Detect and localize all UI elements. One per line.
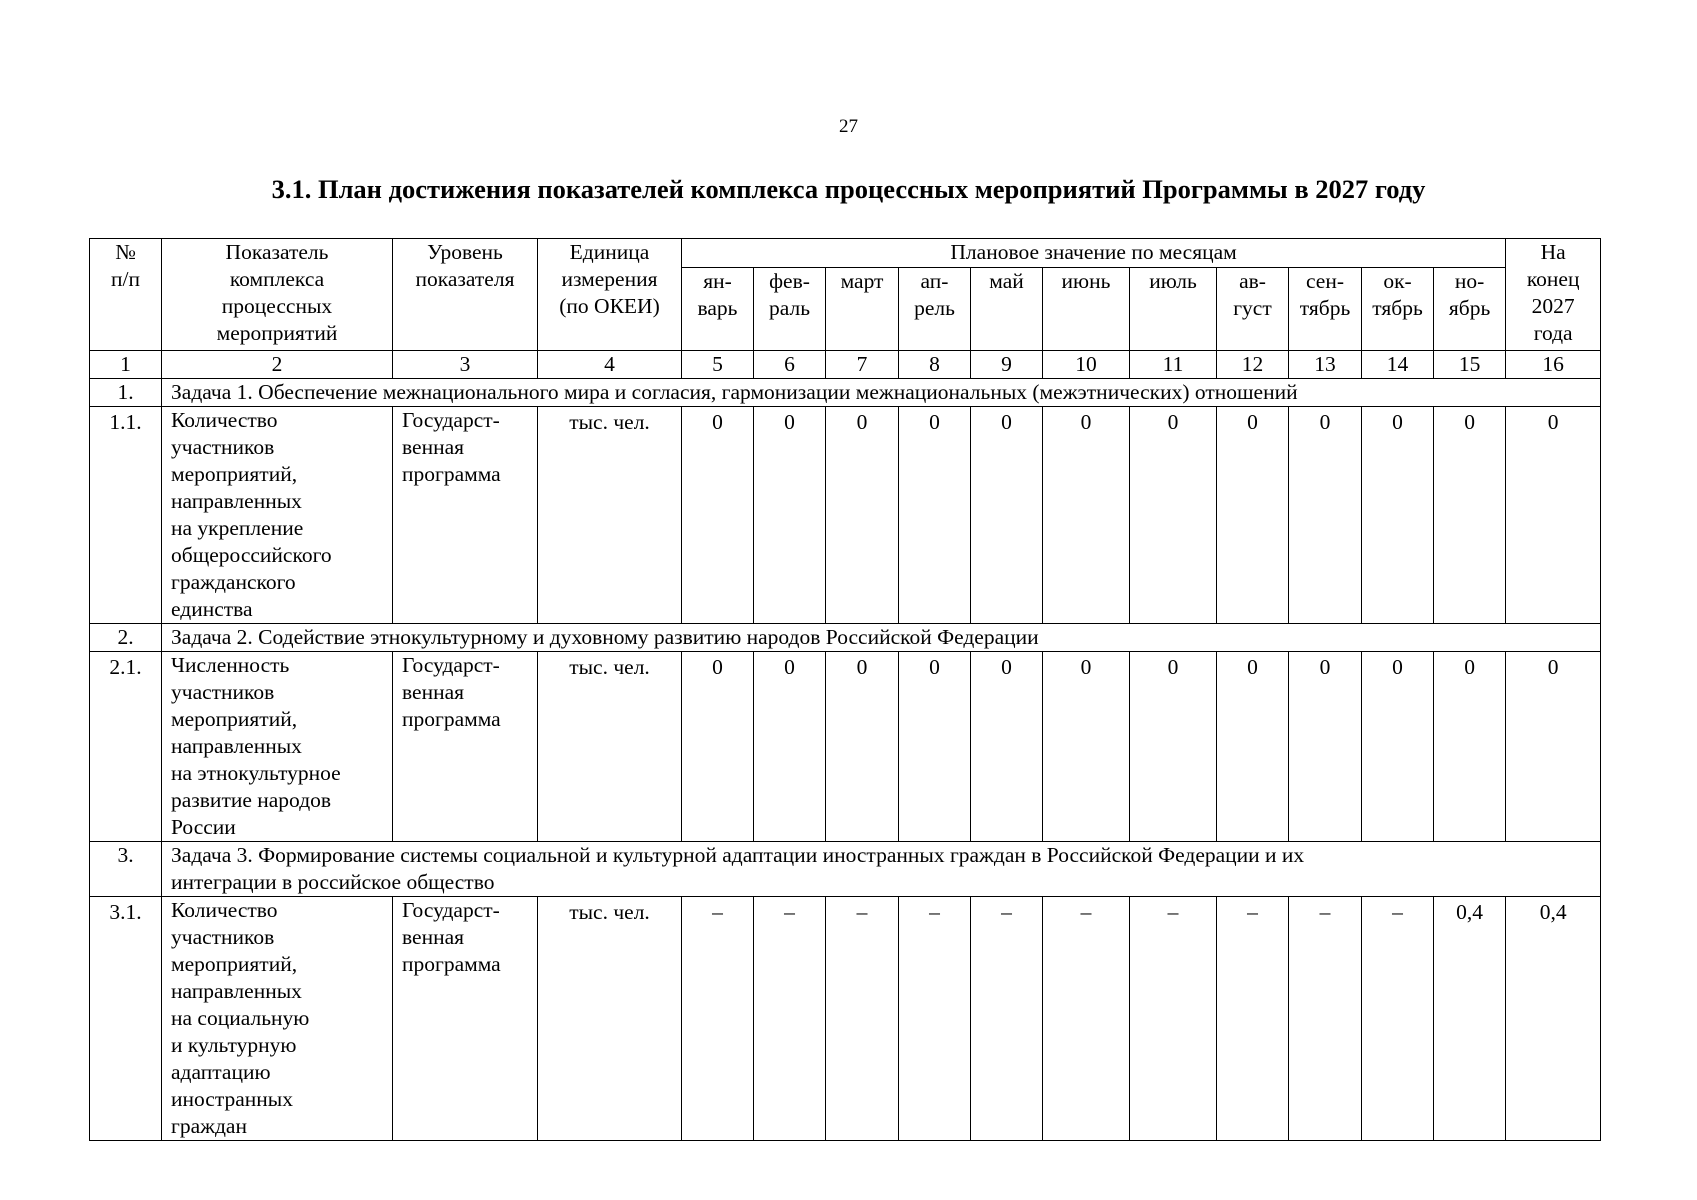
header-month: июль	[1130, 268, 1217, 351]
month-value: –	[1130, 897, 1217, 1141]
month-value: –	[1043, 897, 1130, 1141]
indicator-number: 2.1.	[90, 652, 162, 842]
task-row	[90, 842, 1601, 897]
header-month: фев- раль	[754, 268, 826, 351]
task-number: 1.	[90, 379, 162, 407]
month-value: –	[1362, 897, 1434, 1141]
month-value: 0	[754, 407, 826, 624]
column-number: 4	[538, 351, 682, 379]
indicator-level: Государст- венная программа	[393, 897, 538, 1141]
month-value: 0	[826, 652, 899, 842]
month-value: 0	[1130, 407, 1217, 624]
month-value: 0,4	[1434, 897, 1506, 1141]
task-row	[90, 624, 1601, 652]
indicator-level: Государст- венная программа	[393, 407, 538, 624]
month-value: 0	[1434, 652, 1506, 842]
month-value: 0	[682, 407, 754, 624]
month-value: –	[826, 897, 899, 1141]
column-number: 13	[1289, 351, 1362, 379]
column-number: 2	[162, 351, 393, 379]
header-row-top	[90, 239, 1601, 268]
header-month: март	[826, 268, 899, 351]
column-number: 6	[754, 351, 826, 379]
header-month: ок- тябрь	[1362, 268, 1434, 351]
indicator-row	[90, 897, 1601, 1141]
month-value: 0	[1217, 652, 1289, 842]
column-number-row	[90, 351, 1601, 379]
month-value: 0	[1362, 652, 1434, 842]
column-number: 3	[393, 351, 538, 379]
header-month: сен- тябрь	[1289, 268, 1362, 351]
month-value: 0	[1289, 652, 1362, 842]
month-value: 0	[826, 407, 899, 624]
year-end-value: 0,4	[1506, 897, 1601, 1141]
month-value: –	[899, 897, 971, 1141]
month-value: 0	[1362, 407, 1434, 624]
column-number: 16	[1506, 351, 1601, 379]
indicator-row	[90, 652, 1601, 842]
header-month: июнь	[1043, 268, 1130, 351]
month-value: 0	[754, 652, 826, 842]
year-end-value: 0	[1506, 407, 1601, 624]
indicator-plan-table	[89, 238, 1601, 1141]
column-number: 9	[971, 351, 1043, 379]
column-number: 7	[826, 351, 899, 379]
month-value: 0	[1043, 407, 1130, 624]
indicator-name: Количество участников мероприятий, направленных на социальную и культурную адаптацию иностранных граждан	[162, 897, 393, 1141]
month-value: 0	[1289, 407, 1362, 624]
task-text: Задача 1. Обеспечение межнационального мира и согласия, гармонизации межнациональных (межэтнических) отношений	[162, 379, 1601, 407]
header-year-end: На конец 2027 года	[1506, 239, 1601, 351]
indicator-name: Количество участников мероприятий, направленных на укрепление общероссийского гражданского единства	[162, 407, 393, 624]
page-number: 27	[839, 116, 858, 137]
indicator-unit: тыс. чел.	[538, 897, 682, 1141]
column-number: 1	[90, 351, 162, 379]
month-value: 0	[899, 652, 971, 842]
column-number: 10	[1043, 351, 1130, 379]
month-value: 0	[1434, 407, 1506, 624]
year-end-value: 0	[1506, 652, 1601, 842]
indicator-unit: тыс. чел.	[538, 652, 682, 842]
indicator-name: Численность участников мероприятий, направленных на этнокультурное развитие народов России	[162, 652, 393, 842]
column-number: 15	[1434, 351, 1506, 379]
indicator-number: 3.1.	[90, 897, 162, 1141]
task-number: 3.	[90, 842, 162, 897]
month-value: –	[1217, 897, 1289, 1141]
month-value: –	[1289, 897, 1362, 1141]
indicator-row	[90, 407, 1601, 624]
month-value: 0	[899, 407, 971, 624]
month-value: 0	[971, 652, 1043, 842]
header-plan-by-month: Плановое значение по месяцам	[682, 239, 1506, 268]
task-number: 2.	[90, 624, 162, 652]
month-value: 0	[682, 652, 754, 842]
month-value: –	[754, 897, 826, 1141]
task-text: Задача 2. Содействие этнокультурному и духовному развитию народов Российской Федерации	[162, 624, 1601, 652]
document-title: 3.1. План достижения показателей комплекса процессных мероприятий Программы в 2027 году	[271, 174, 1426, 204]
column-number: 12	[1217, 351, 1289, 379]
header-month: ав- густ	[1217, 268, 1289, 351]
column-number: 8	[899, 351, 971, 379]
header-month: ап- рель	[899, 268, 971, 351]
month-value: –	[971, 897, 1043, 1141]
header-level: Уровень показателя	[393, 239, 538, 351]
header-indicator: Показатель комплекса процессных мероприятий	[162, 239, 393, 351]
month-value: 0	[1043, 652, 1130, 842]
header-month: но- ябрь	[1434, 268, 1506, 351]
month-value: 0	[1130, 652, 1217, 842]
column-number: 14	[1362, 351, 1434, 379]
column-number: 5	[682, 351, 754, 379]
task-text: Задача 3. Формирование системы социальной и культурной адаптации иностранных граждан в Российской Федерации и их интеграции в российское общество	[162, 842, 1601, 897]
month-value: –	[682, 897, 754, 1141]
header-month: май	[971, 268, 1043, 351]
column-number: 11	[1130, 351, 1217, 379]
indicator-unit: тыс. чел.	[538, 407, 682, 624]
month-value: 0	[1217, 407, 1289, 624]
month-value: 0	[971, 407, 1043, 624]
header-unit: Единица измерения (по ОКЕИ)	[538, 239, 682, 351]
indicator-level: Государст- венная программа	[393, 652, 538, 842]
indicator-number: 1.1.	[90, 407, 162, 624]
task-row	[90, 379, 1601, 407]
header-num: № п/п	[90, 239, 162, 351]
header-month: ян- варь	[682, 268, 754, 351]
